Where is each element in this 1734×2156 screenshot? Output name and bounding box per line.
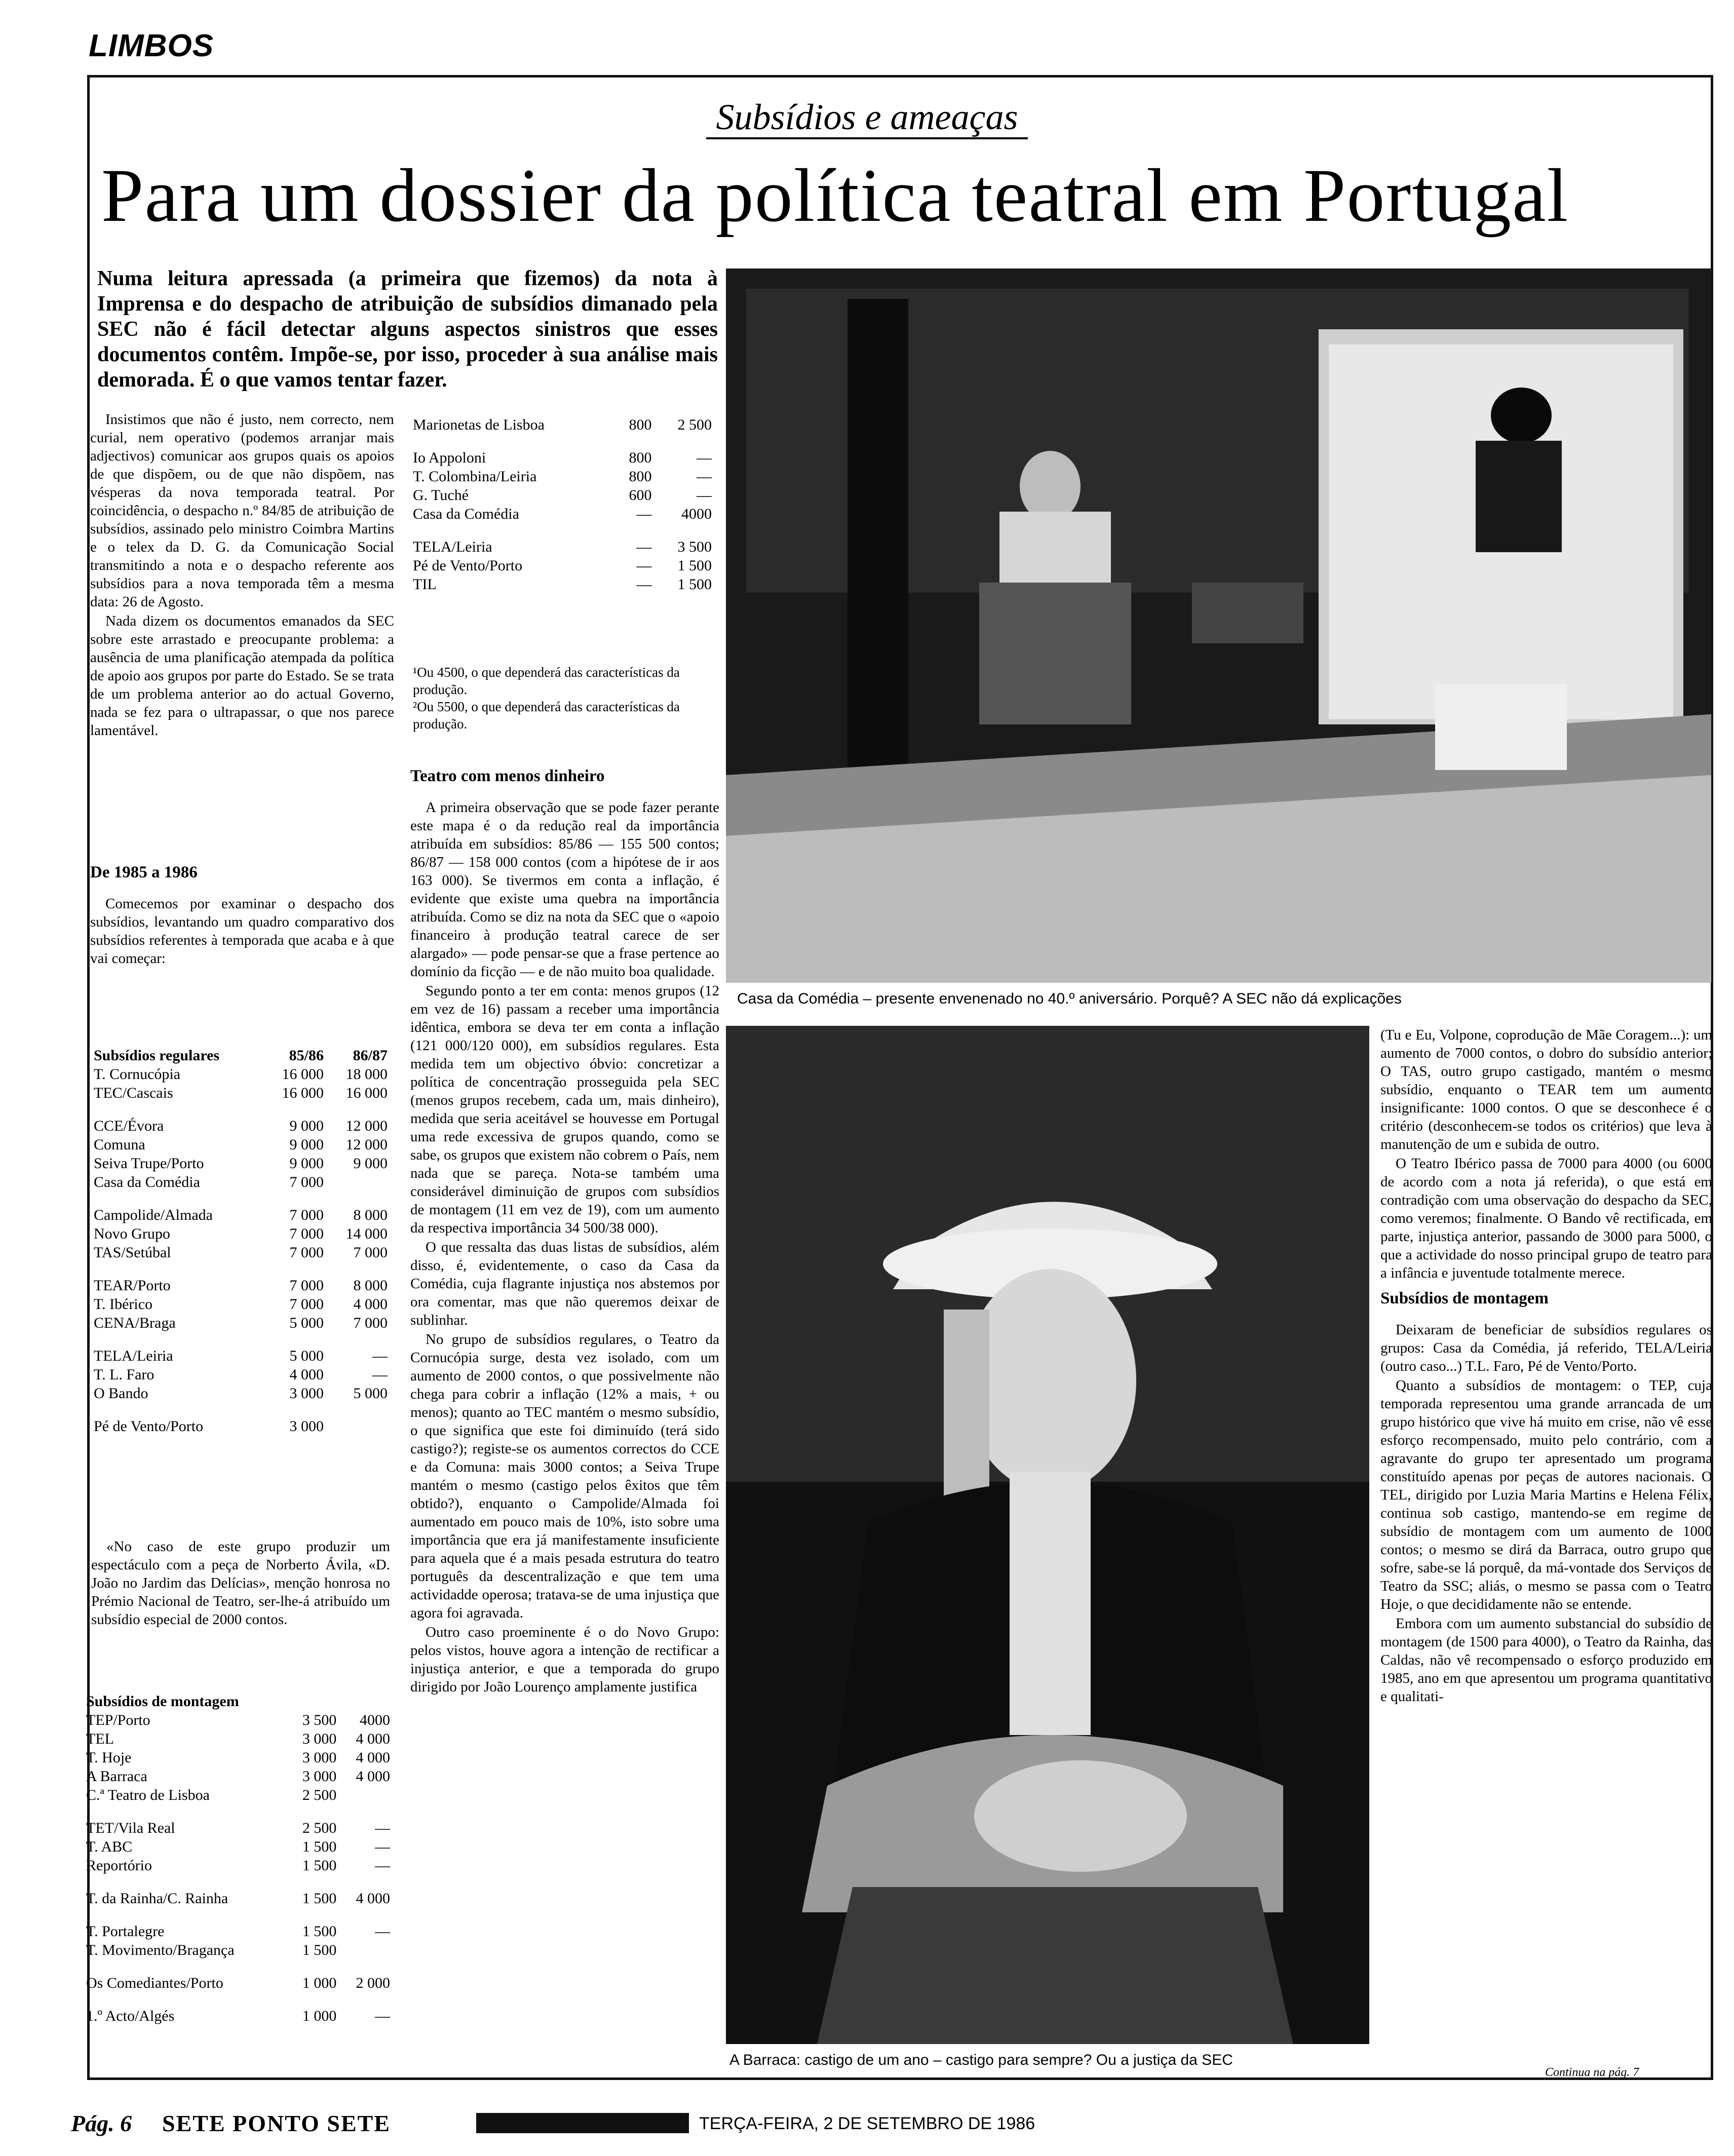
- table-cell-value: 5 000: [353, 1385, 388, 1402]
- table-row: [94, 1332, 393, 1346]
- table-cell-value: [265, 1332, 329, 1346]
- table-row: [94, 1295, 393, 1314]
- column-header: 86/87: [353, 1047, 388, 1064]
- table-row: [94, 1262, 393, 1276]
- table-cell-value: —: [636, 506, 652, 522]
- paragraph: Comecemos por examinar o despacho dos subsídios, levantando um quadro comparativo dos subsídios referentes à temporada que acaba e à que vai começar:: [90, 896, 394, 967]
- table-row: [413, 556, 717, 575]
- table-cell-value: [329, 1262, 393, 1276]
- table-row: [413, 486, 717, 505]
- table-row: [94, 1403, 393, 1417]
- table-cell-value: [329, 1102, 393, 1116]
- paragraph: O Teatro Ibérico passa de 7000 para 4000 (ou 6000 de acordo com a nota já referida), o que está em contradição com uma observação do despacho da SEC, como veremos; finalmente. O Bando vê rectificada, em parte, injustiça anterior, passando de 3000 para 5000, o que a actividade do nosso principal grupo de teatro para a infância e juventude totalmente merece.: [1380, 1156, 1712, 1281]
- table-row: [86, 1856, 395, 1875]
- table-cell-value: [288, 1875, 342, 1889]
- table-cell-value: 1 500: [302, 1923, 337, 1940]
- table-row: [94, 1346, 393, 1365]
- table-cell-value: 5 000: [289, 1348, 324, 1364]
- table-cell-group: C.ª Teatro de Lisboa: [86, 1787, 210, 1803]
- table-cell-group: TEAR/Porto: [94, 1277, 171, 1294]
- table-cell-group: T. Ibérico: [94, 1296, 153, 1313]
- paragraph: Outro caso proeminente é o do Novo Grupo: pelos vistos, houve agora a intenção de rectificar a injustiça anterior, e que a temporada do grupo dirigido por João Lourenço amplamente justifica: [410, 1624, 719, 1695]
- table-cell-value: 800: [629, 416, 652, 433]
- table-cell-group: G. Tuché: [413, 487, 469, 504]
- table-cell-value: 600: [629, 487, 652, 504]
- table-cell-value: 3 000: [302, 1730, 337, 1747]
- photo-a-barraca: [726, 1026, 1369, 2044]
- table-cell-value: —: [636, 557, 652, 574]
- table-row: [86, 1837, 395, 1856]
- table-cell-group: Os Comediantes/Porto: [86, 1975, 223, 1991]
- table-cell-value: [265, 1102, 329, 1116]
- table-cell-value: 2 000: [356, 1975, 390, 1991]
- table-cell-value: 7 000: [289, 1225, 324, 1242]
- table-row: [94, 1191, 393, 1206]
- kicker-text: Subsídios e ameaças: [706, 97, 1028, 139]
- subheading-teatro-menos-dinheiro: Teatro com menos dinheiro: [410, 767, 605, 785]
- table-cell-group: Campolide/Almada: [94, 1207, 213, 1223]
- table-cell-value: 7 000: [289, 1207, 324, 1223]
- table-cell-value: 9 000: [289, 1136, 324, 1153]
- table-cell-value: [329, 1403, 393, 1417]
- table-row: [413, 434, 717, 448]
- table-cell-value: 5 000: [289, 1315, 324, 1331]
- table-cell-value: 1 000: [302, 2008, 337, 2024]
- table-cell-value: 3 000: [289, 1418, 324, 1435]
- table-cell-value: 1 500: [677, 576, 712, 593]
- table-cell-value: 16 000: [282, 1085, 324, 1101]
- table-cell-value: 7 000: [289, 1296, 324, 1313]
- column-header: 85/86: [289, 1047, 324, 1064]
- table-cell-value: 1 500: [302, 1890, 337, 1907]
- table-row: [86, 1875, 395, 1889]
- table-cell-value: [341, 1875, 395, 1889]
- table-cell-group: T. ABC: [86, 1838, 133, 1855]
- table-row: [94, 1102, 393, 1116]
- table-cell-group: Marionetas de Lisboa: [413, 416, 545, 433]
- table-cell-value: 12 000: [345, 1136, 388, 1153]
- note: ¹Ou 4500, o que dependerá das características da produção.: [413, 665, 680, 697]
- table-row: [86, 1941, 395, 1959]
- column-1-top: [90, 410, 394, 741]
- table-cell-value: —: [372, 1366, 388, 1383]
- table-row: [94, 1417, 393, 1436]
- table-cell-group: [86, 1908, 288, 1922]
- table-cell-group: [94, 1403, 265, 1417]
- table-cell-group: Pé de Vento/Porto: [413, 557, 523, 574]
- table-cell-group: [413, 523, 614, 537]
- table-cell-value: 8 000: [353, 1277, 388, 1294]
- table-row: [413, 575, 717, 594]
- paragraph: No grupo de subsídios regulares, o Teatro da Cornucópia surge, desta vez isolado, com um aumento de 2000 contos, o que possivelmente não chega para cobrir a inflação (12% a mais, + ou menos); quanto ao TEC mantém o mesmo subsídio, o que significa que este foi diminuído (terá sido castigo?); registe-se os aumentos correctos do CCE e da Comuna: mais 3000 contos; a Seiva Trupe mantém o mesmo (castigo pelos êxitos que têm obtido?), enquanto o Campolide/Almada foi aumentado em pouco mais de 10%, isto sobre uma importância que era já manifestamente insuficiente para aquela que é a mais pesada estrutura do teatro português da descentralização e que tem uma actividadde operosa; tratava-se de uma injustiça que agora foi agravada.: [410, 1331, 719, 1621]
- table-cell-group: [86, 1804, 288, 1819]
- table-row: [94, 1154, 393, 1173]
- table-cell-value: 9 000: [289, 1155, 324, 1172]
- table-cell-group: T. Movimento/Bragança: [86, 1942, 235, 1958]
- table-row: [86, 1786, 395, 1804]
- table-cell-value: 2 500: [677, 416, 712, 433]
- table-row: [86, 1974, 395, 1992]
- table-cell-group: CCE/Évora: [94, 1118, 164, 1134]
- table-row: [413, 415, 717, 434]
- table-cell-group: [94, 1191, 265, 1206]
- table-cell-value: —: [697, 487, 712, 504]
- table-marionetas: [413, 415, 717, 594]
- table-cell-value: 4 000: [356, 1768, 390, 1785]
- table-cell-group: [86, 1992, 288, 2007]
- table-subsidios-regulares: [94, 1046, 393, 1436]
- table-cell-group: Reportório: [86, 1857, 152, 1874]
- table-cell-value: 4000: [681, 506, 712, 522]
- paragraph: Nada dizem os documentos emanados da SEC sobre este arrastado e preocupante problema: a ausência de uma planificação atempada da política de apoio aos grupos por parte do Estado. Se se trata de um problema anterior ao do actual Governo, nada se fez para o ultrapassar, o que nos parece lamentável.: [90, 613, 394, 739]
- table-header-row: [94, 1046, 393, 1065]
- table-cell-group: T. Cornucópia: [94, 1066, 181, 1083]
- table-cell-value: —: [636, 576, 652, 593]
- table-cell-group: Pé de Vento/Porto: [94, 1418, 204, 1435]
- table-cell-value: 9 000: [289, 1118, 324, 1134]
- table-cell-value: [341, 1992, 395, 2007]
- table-cell-value: [614, 523, 657, 537]
- publication-logo-block: [476, 2113, 689, 2133]
- table-cell-group: [413, 434, 614, 448]
- table-cell-value: —: [636, 538, 652, 555]
- table-row: [94, 1173, 393, 1191]
- table-cell-group: T. da Rainha/C. Rainha: [86, 1890, 228, 1907]
- table-cell-value: —: [375, 1923, 390, 1940]
- table-cell-group: TEL: [86, 1730, 114, 1747]
- page-footer: [71, 2110, 1722, 2140]
- subheading-1985-1986: De 1985 a 1986: [90, 863, 198, 881]
- table-row: [94, 1065, 393, 1084]
- table-cell-group: [94, 1332, 265, 1346]
- table-row: [86, 1992, 395, 2007]
- table-cell-value: 16 000: [345, 1085, 388, 1101]
- table-cell-value: 2 500: [302, 1820, 337, 1836]
- column-4: [1380, 1026, 1712, 1707]
- table-notes: [413, 664, 717, 733]
- note: ²Ou 5500, o que dependerá das características da produção.: [413, 699, 680, 732]
- table-row: [413, 523, 717, 537]
- table-row: [86, 1922, 395, 1941]
- table-row: [86, 1748, 395, 1767]
- table-cell-group: T. Portalegre: [86, 1923, 165, 1940]
- column-1-section: [90, 856, 394, 969]
- table-cell-group: TET/Vila Real: [86, 1820, 175, 1836]
- table-row: [413, 505, 717, 523]
- table-row: [86, 1767, 395, 1786]
- table-cell-group: TEC/Cascais: [94, 1085, 173, 1101]
- table-cell-group: Casa da Comédia: [94, 1174, 200, 1190]
- table-subsidios-montagem: [86, 1692, 395, 2025]
- table-cell-group: [86, 1959, 288, 1974]
- table-cell-value: [341, 1959, 395, 1974]
- table-row: [86, 1819, 395, 1837]
- table-row: [94, 1084, 393, 1102]
- table-title: Subsídios de montagem: [86, 1693, 239, 1710]
- table-cell-group: T. Hoje: [86, 1749, 132, 1766]
- table-row: [94, 1365, 393, 1384]
- paragraph: Insistimos que não é justo, nem correcto, nem curial, nem operativo (podemos arranjar mais adjectivos) comunicar aos grupos quais os apoios de que dispõem, ou de que não dispõem, nas vésperas da nova temporada teatral. Por coincidência, o despacho n.º 84/85 de atribuição de subsídios, assinado pelo ministro Coimbra Martins e o telex da D. G. da Comunicação Social transmitindo a nota e o despacho referente aos subsídios para a nova temporada têm a mesma data: 26 de Agosto.: [90, 411, 394, 610]
- table-row: [94, 1135, 393, 1154]
- stage-photo-illustration: [726, 268, 1711, 983]
- table-row: [413, 448, 717, 467]
- table-cell-value: 1 500: [677, 557, 712, 574]
- table-cell-group: TAS/Setúbal: [94, 1244, 171, 1261]
- table-cell-value: 4000: [360, 1712, 390, 1728]
- table-cell-value: 4 000: [356, 1749, 390, 1766]
- table-cell-value: [341, 1804, 395, 1819]
- table-cell-value: [329, 1417, 393, 1436]
- table-cell-value: 7 000: [289, 1277, 324, 1294]
- table-cell-value: 7 000: [289, 1244, 324, 1261]
- table-header-row: [86, 1692, 395, 1711]
- column-2: [410, 760, 719, 1697]
- table-cell-value: 2 500: [302, 1787, 337, 1803]
- table-cell-group: Seiva Trupe/Porto: [94, 1155, 204, 1172]
- table-cell-value: 4 000: [353, 1296, 388, 1313]
- table-cell-value: 7 000: [353, 1244, 388, 1261]
- table-cell-value: —: [375, 1820, 390, 1836]
- paragraph: A primeira observação que se pode fazer perante este mapa é o da redução real da importância atribuída em subsídios: 85/86 — 155 500 contos; 86/87 — 158 000 contos (com a hipótese de ir aos 163 000). Se tivermos em conta a inflação, é evidente que existe uma quebra na importância atribuída. Como se diz na nota da SEC que o «apoio financeiro à produção teatral carece de ser alargado» — pode pensar-se que a frase pertence ao domínio da ficção — e de não muito boa qualidade.: [410, 799, 719, 980]
- paragraph: Deixaram de beneficiar de subsídios regulares os grupos: Casa da Comédia, já referido, TELA/Leiria (outro caso...) T.L. Faro, Pé de Vento/Porto.: [1380, 1322, 1712, 1374]
- table-cell-group: TELA/Leiria: [94, 1348, 173, 1364]
- table-cell-value: [288, 1908, 342, 1922]
- table-cell-value: [265, 1262, 329, 1276]
- table-row: [413, 537, 717, 556]
- table-cell-group: [94, 1102, 265, 1116]
- table-row: [94, 1206, 393, 1224]
- table-cell-value: [288, 1959, 342, 1974]
- table-cell-value: 12 000: [345, 1118, 388, 1134]
- table-row: [94, 1276, 393, 1295]
- issue-date: TERÇA-FEIRA, 2 DE SETEMBRO DE 1986: [699, 2114, 1035, 2133]
- table-cell-value: 3 500: [677, 538, 712, 555]
- portrait-photo-illustration: [726, 1026, 1369, 2044]
- table-cell-group: Casa da Comédia: [413, 506, 519, 522]
- table-cell-value: 4 000: [356, 1890, 390, 1907]
- table-cell-value: [329, 1173, 393, 1191]
- table-cell-value: 3 000: [302, 1749, 337, 1766]
- table-title: Subsídios regulares: [94, 1047, 220, 1064]
- table-row: [86, 1711, 395, 1729]
- table-row: [86, 2007, 395, 2025]
- table-row: [94, 1314, 393, 1332]
- footnote-norberto-avila: «No caso de este grupo produzir um espectáculo com a peça de Norberto Ávila, «D. João no Jardim das Delícias», menção honrosa no Prémio Nacional de Teatro, ser-lhe-á atribuído um subsídio especial de 2000 contos.: [91, 1538, 390, 1628]
- table-cell-value: 800: [629, 449, 652, 466]
- table-cell-value: —: [375, 1838, 390, 1855]
- paragraph: Segundo ponto a ter em conta: menos grupos (12 em vez de 16) passam a receber uma importância idêntica, embora se deva ter em conta a inflação (121 000/120 000), em subsídios regulares. Esta medida tem um objectivo óbvio: concretizar a política de concentração prosseguida pela SEC (menos grupos recebem, cada um, mais dinheiro), medida que seria aceitável se houvesse em Portugal uma rede excessiva de grupos quando, como se sabe, os grupos que existem não cobrem o País, nem nada que se pareça. Nota-se também uma considerável diminuição de grupos com subsídios de montagem (11 em vez de 19), com um aumento da respectiva importância 34 500/38 000).: [410, 983, 719, 1236]
- page-number: Pág. 6: [71, 2110, 132, 2136]
- table-row: [94, 1116, 393, 1135]
- table-cell-value: —: [697, 468, 712, 485]
- publication-name: SETE PONTO SETE: [162, 2110, 391, 2136]
- table-cell-group: T. L. Faro: [94, 1366, 155, 1383]
- photo-casa-da-comedia: [726, 268, 1711, 983]
- table-cell-value: [288, 1804, 342, 1819]
- paragraph: Embora com um aumento substancial do subsídio de montagem (de 1500 para 4000), o Teatro da Rainha, das Caldas, não vê recompensado o esforço produzido em 1985, ano em que apresentou um programa quantitativo e qualitati-: [1380, 1615, 1712, 1705]
- table-cell-value: [329, 1332, 393, 1346]
- paragraph: (Tu e Eu, Volpone, coprodução de Mãe Coragem...): um aumento de 7000 contos, o dobro do subsídio anterior; O TAS, outro grupo castigado, mantém o mesmo subsídio, enquanto o TEAR tem um aumento insignificante: 1000 contos. O que se desconhece é o critério (desconhecem-se todos os critérios) que leva à manutenção de um e subida de outro.: [1380, 1027, 1712, 1152]
- table-cell-group: T. Colombina/Leiria: [413, 468, 537, 485]
- table-cell-value: 7 000: [353, 1315, 388, 1331]
- article-kicker: [0, 96, 1734, 138]
- table-row: [86, 1908, 395, 1922]
- table-cell-value: 1 500: [302, 1838, 337, 1855]
- table-cell-value: —: [372, 1348, 388, 1364]
- table-cell-group: A Barraca: [86, 1768, 147, 1785]
- table-cell-value: —: [375, 1857, 390, 1874]
- table-cell-group: [94, 1262, 265, 1276]
- table-cell-group: TEP/Porto: [86, 1712, 150, 1728]
- table-cell-value: [341, 1908, 395, 1922]
- table-cell-group: TIL: [413, 576, 437, 593]
- table-cell-group: 1.º Acto/Algés: [86, 2008, 175, 2024]
- table-cell-value: [657, 523, 717, 537]
- table-cell-group: Novo Grupo: [94, 1225, 170, 1242]
- table-cell-value: 16 000: [282, 1066, 324, 1083]
- table-cell-value: 14 000: [345, 1225, 388, 1242]
- photo-caption-casa-da-comedia: Casa da Comédia – presente envenenado no 40.º aniversário. Porquê? A SEC não dá explicações: [737, 990, 1402, 1007]
- table-cell-value: [329, 1191, 393, 1206]
- table-cell-value: 1 000: [302, 1975, 337, 1991]
- section-label: LIMBOS: [89, 28, 214, 63]
- table-row: [94, 1243, 393, 1262]
- paragraph: Quanto a subsídios de montagem: o TEP, cuja temporada representou uma grande arrancada de um grupo histórico que vive há muito em crise, não vê esse esforço recompensado, muito pelo contrário, com a agravante do grupo ter apresentado um programa constituído apenas por peças de autores nacionais. O TEL, dirigido por Luzia Maria Martins e Helena Félix, continua sob castigo, mantendo-se em regime de subsídio de montagem com um aumento de 1000 contos; o mesmo se dirá da Barraca, outro grupo que sofre, sabe-se lá porquê, da má-vontade dos Serviços de Teatro da SSC; aliás, o mesmo se passa com o Teatro Hoje, o que decididamente não se entende.: [1380, 1377, 1712, 1612]
- table-row: [94, 1224, 393, 1243]
- table-cell-group: O Bando: [94, 1385, 148, 1402]
- continued-note: Continua na pág. 7: [1545, 2066, 1639, 2079]
- table-cell-value: 18 000: [345, 1066, 388, 1083]
- subheading-subsidios-montagem: Subsídios de montagem: [1380, 1289, 1549, 1307]
- table-cell-value: 3 000: [289, 1385, 324, 1402]
- table-cell-group: TELA/Leiria: [413, 538, 492, 555]
- table-cell-value: [265, 1191, 329, 1206]
- table-cell-value: —: [697, 449, 712, 466]
- table-cell-value: 8 000: [353, 1207, 388, 1223]
- table-cell-value: 1 500: [302, 1942, 337, 1958]
- table-row: [86, 1959, 395, 1974]
- table-cell-group: [86, 1875, 288, 1889]
- table-cell-value: —: [375, 2008, 390, 2024]
- photo-caption-a-barraca: A Barraca: castigo de um ano – castigo para sempre? Ou a justiça da SEC: [729, 2052, 1233, 2068]
- table-cell-value: [614, 434, 657, 448]
- table-cell-value: 3 500: [302, 1712, 337, 1728]
- table-cell-value: [265, 1403, 329, 1417]
- article-lead: Numa leitura apressada (a primeira que fizemos) da nota à Imprensa e do despacho de atribuição de subsídios dimanado pela SEC não é fácil detectar alguns aspectos sinistros que esses documentos contêm. Impõe-se, por isso, proceder à sua análise mais demorada. É o que vamos tentar fazer.: [97, 267, 718, 392]
- table-row: [94, 1384, 393, 1403]
- table-row: [86, 1889, 395, 1908]
- table-cell-value: 800: [629, 468, 652, 485]
- article-headline: Para um dossier da política teatral em Portugal: [101, 153, 1569, 238]
- table-cell-value: 7 000: [289, 1174, 324, 1190]
- table-cell-value: 9 000: [353, 1155, 388, 1172]
- table-row: [413, 467, 717, 486]
- table-cell-value: 3 000: [302, 1768, 337, 1785]
- table-cell-value: 4 000: [356, 1730, 390, 1747]
- table-row: [86, 1729, 395, 1748]
- table-row: [86, 1804, 395, 1819]
- table-cell-value: [657, 434, 717, 448]
- table-cell-value: [288, 1992, 342, 2007]
- paragraph: O que ressalta das duas listas de subsídios, além disso, é, evidentemente, o caso da Casa da Comédia, cuja flagrante injustiça nos abstemos por ora comentar, mas que não queremos deixar de sublinhar.: [410, 1239, 719, 1328]
- table-cell-value: 1 500: [302, 1857, 337, 1874]
- table-cell-value: [341, 1786, 395, 1804]
- table-cell-value: 4 000: [289, 1366, 324, 1383]
- table-cell-group: Io Appoloni: [413, 449, 486, 466]
- table-cell-value: [341, 1941, 395, 1959]
- table-cell-group: Comuna: [94, 1136, 145, 1153]
- table-cell-group: CENA/Braga: [94, 1315, 176, 1331]
